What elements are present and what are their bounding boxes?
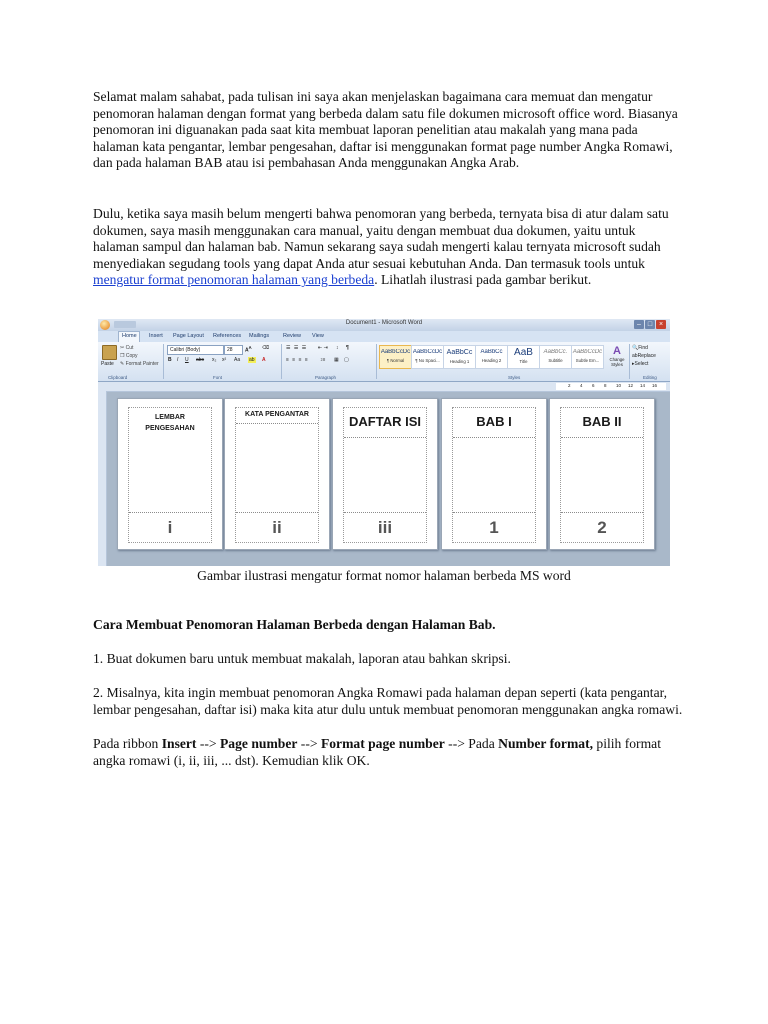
footer-divider — [236, 512, 318, 513]
font-group-label: Font — [213, 375, 223, 380]
font-size-value: 28 — [227, 347, 233, 353]
tab-references[interactable]: References — [213, 333, 242, 339]
step-1: 1. Buat dokumen baru untuk membuat makalah, laporan atau bahkan skripsi. — [93, 651, 511, 666]
styles-group-label: Styles — [508, 375, 521, 380]
style-heading-2[interactable] — [475, 345, 508, 369]
style-name: Subtle Em... — [575, 358, 600, 363]
step-2: 2. Misalnya, kita ingin membuat penomoran Angka Romawi pada halaman depan seperti (kata pengantar, lembar pengesahan, daftar isi) maka kita atur dulu untuk membuat penomoran menggunakan angka romawi. — [93, 685, 683, 717]
line-spacing-icon[interactable]: ↕≡ — [320, 357, 326, 363]
instr-arrow: --> — [297, 736, 321, 751]
tab-view[interactable]: View — [312, 333, 324, 339]
format-painter-button[interactable]: ✎ Format Painter — [120, 361, 159, 367]
sort-icon[interactable]: ↕ — [336, 345, 339, 351]
ruler-number: 10 — [616, 383, 622, 388]
maximize-icon[interactable]: □ — [645, 320, 655, 329]
italic-button[interactable]: I — [177, 357, 179, 363]
indent-icon[interactable]: ⇤ ⇥ — [318, 345, 328, 351]
page-margin — [128, 407, 212, 543]
horizontal-ruler[interactable] — [98, 382, 670, 392]
change-case-button[interactable]: Aa — [234, 357, 241, 363]
minimize-icon[interactable]: – — [634, 320, 644, 329]
header-divider — [561, 437, 643, 438]
page-daftar-isi — [332, 398, 438, 550]
style-subtitle[interactable] — [539, 345, 572, 369]
subscript-button[interactable]: x₂ — [212, 357, 217, 363]
font-name-value: Calibri (Body) — [170, 347, 201, 353]
style-sample: AaBbCcDc — [380, 349, 411, 355]
paste-label[interactable]: Paste — [101, 361, 114, 367]
clear-format-icon[interactable]: ⌫ — [262, 345, 270, 351]
tab-review[interactable]: Review — [283, 333, 302, 339]
context-paragraph — [93, 206, 683, 289]
ruler-number: 6 — [592, 383, 595, 388]
style-name: Subtitle — [548, 358, 563, 363]
context-tail: . Lihatlah ilustrasi pada gambar berikut. — [374, 272, 592, 288]
replace-label: Replace — [637, 353, 656, 359]
change-styles-button[interactable] — [607, 345, 627, 375]
footer-divider — [129, 512, 211, 513]
ruler-number: 8 — [604, 383, 607, 388]
style-subtle-emphasis[interactable] — [571, 345, 604, 369]
bullets-icon[interactable]: ☰ ☰ ☰ — [286, 345, 308, 351]
style-name: Title — [519, 359, 528, 364]
instr-text: --> Pada — [444, 736, 499, 751]
window-title: Document1 - Microsoft Word — [345, 320, 423, 326]
figure-caption: Gambar ilustrasi mengatur format nomor halaman berbeda MS word — [197, 568, 571, 583]
footer-divider — [344, 512, 426, 513]
find-label: Find — [638, 345, 648, 351]
page-title: DAFTAR ISI — [349, 414, 421, 429]
ruler-number: 4 — [580, 383, 583, 388]
instr-arrow: --> — [196, 736, 220, 751]
replace-button[interactable]: abReplace — [632, 353, 656, 359]
style-title[interactable] — [507, 345, 540, 369]
select-button[interactable]: ▸Select — [632, 361, 649, 367]
tab-mailings[interactable]: Mailings — [249, 333, 270, 339]
instr-insert: Insert — [161, 736, 197, 751]
group-separator — [376, 344, 377, 379]
style-sample: AaBbCcDc — [572, 349, 603, 355]
style-normal[interactable] — [379, 345, 412, 369]
intro-paragraph: Selamat malam sahabat, pada tulisan ini saya akan menjelaskan bagaimana cara memuat dan mengatur penomoran halaman dengan format yang berbeda dalam satu file dokumen microsoft office word. Biasanya penomoran ini diguanakan pada saat kita membuat laporan penelitian atau makalah yang mana pada halaman kata pengantar, lembar pengesahan, daftar isi menggunakan format page number Angka Romawi, dan pada halaman BAB atau isi pembahasan Anda menggunakan Angka Arab. — [93, 89, 678, 171]
superscript-button[interactable]: x² — [222, 357, 227, 363]
page-title: KATA PENGANTAR — [245, 411, 309, 418]
instr-page-number: Page number — [220, 736, 298, 751]
page-margin — [235, 407, 319, 543]
header-divider — [344, 437, 426, 438]
page-number: ii — [272, 518, 282, 537]
paragraph-group-label: Paragraph — [315, 375, 337, 380]
strikethrough-button[interactable]: abc — [196, 357, 205, 363]
tab-page-layout[interactable]: Page Layout — [173, 333, 204, 339]
footer-divider — [453, 512, 535, 513]
group-separator — [629, 344, 630, 379]
instr-format-page-number: Format page number — [320, 736, 445, 751]
vertical-ruler[interactable] — [98, 391, 107, 566]
tab-insert[interactable]: Insert — [149, 333, 163, 339]
tab-home[interactable]: Home — [122, 333, 137, 339]
instr-number-format: Number format, — [498, 736, 594, 751]
page-lembar-pengesahan — [117, 398, 223, 550]
change-styles-label: Change Styles — [609, 357, 625, 367]
page-bab-2 — [549, 398, 655, 550]
instr-text: pilih format angka romawi (i, ii, iii, ... dst). Kemudian klik OK. — [93, 736, 661, 768]
select-label: Select — [634, 361, 649, 367]
alignment-icons[interactable]: ≡ ≡ ≡ ≡ — [286, 357, 309, 363]
page-bab-1 — [441, 398, 547, 550]
ruler-scale — [556, 383, 666, 390]
font-size-dropdown[interactable] — [224, 345, 243, 355]
section-heading: Cara Membuat Penomoran Halaman Berbeda dengan Halaman Bab. — [93, 617, 496, 632]
ruler-number: 2 — [568, 383, 571, 388]
header-divider — [453, 437, 535, 438]
word-title-bar — [98, 319, 670, 331]
header-divider — [236, 423, 318, 424]
underline-button[interactable]: U — [185, 357, 189, 363]
shading-icon[interactable]: ▦ — [334, 357, 339, 363]
ruler-number: 12 — [628, 383, 634, 388]
style-name: Heading 1 — [449, 359, 470, 364]
ribbon — [98, 342, 670, 382]
page-kata-pengantar — [224, 398, 330, 550]
editing-group-label: Editing — [643, 375, 657, 380]
format-numbering-link[interactable]: mengatur format penomoran halaman yang berbeda — [93, 272, 375, 288]
style-sample: AaBbCc. — [543, 349, 568, 355]
word-illustration — [98, 319, 670, 566]
group-separator — [163, 344, 164, 379]
cut-button[interactable]: ✂ Cut — [120, 345, 134, 351]
page-title: BAB I — [476, 414, 512, 429]
bold-button[interactable]: B — [168, 357, 172, 363]
style-no-spacing[interactable] — [411, 345, 444, 369]
show-marks-icon[interactable]: ¶ — [346, 345, 349, 351]
page-title: BAB II — [582, 414, 622, 429]
grow-font-icon[interactable]: $A^A$ — [245, 345, 252, 354]
page-margin — [452, 407, 536, 543]
style-sample: AaBbCc — [480, 349, 503, 355]
page-number: i — [167, 518, 173, 537]
ruler-number: 16 — [652, 383, 658, 388]
copy-button[interactable]: ❐ Copy — [120, 353, 138, 359]
borders-icon[interactable]: ▢ — [344, 357, 349, 363]
cut-label: Cut — [125, 345, 134, 351]
style-sample: AaBbCc — [446, 349, 473, 356]
style-sample: AaB — [514, 347, 533, 358]
ruler-number: 14 — [640, 383, 646, 388]
change-styles-icon: A — [613, 345, 621, 357]
font-name-dropdown[interactable] — [167, 345, 224, 355]
ribbon-instructions — [93, 736, 683, 769]
style-heading-1[interactable] — [443, 345, 476, 369]
font-color-icon[interactable]: A — [262, 357, 266, 363]
close-icon[interactable]: × — [656, 320, 666, 329]
page-title: LEMBAR PENGESAHAN — [145, 414, 195, 432]
style-name: ¶ No Spaci... — [415, 358, 440, 363]
style-name: ¶ Normal — [386, 358, 405, 363]
page-margin — [560, 407, 644, 543]
format-painter-label: Format Painter — [125, 361, 159, 367]
copy-label: Copy — [125, 353, 138, 359]
page-number: iii — [377, 518, 393, 537]
paste-icon[interactable] — [102, 345, 117, 360]
instr-text: Pada ribbon — [93, 736, 162, 751]
page-margin — [343, 407, 427, 543]
context-text: Dulu, ketika saya masih belum mengerti bahwa penomoran yang berbeda, ternyata bisa di atur dalam satu dokumen, saya masih menggunakan cara manual, yaitu dengan membuat dua dokumen, yaitu untuk halaman sampul dan halaman bab. Namun sekarang saya sudah mengerti kalau ternyata microsoft sudah menyediakan segudang tools yang dapat Anda atur sesuai kebutuhan Anda. Dan termasuk tools untuk — [93, 206, 669, 271]
page-number: 2 — [597, 518, 607, 537]
find-button[interactable]: 🔍Find — [632, 345, 648, 351]
group-separator — [281, 344, 282, 379]
style-sample: AaBbCcDc — [412, 349, 443, 355]
highlight-icon[interactable]: ab — [249, 357, 255, 363]
page-number: 1 — [489, 518, 499, 537]
style-name: Heading 2 — [481, 358, 502, 363]
footer-divider — [561, 512, 643, 513]
clipboard-group-label: Clipboard — [108, 375, 128, 380]
